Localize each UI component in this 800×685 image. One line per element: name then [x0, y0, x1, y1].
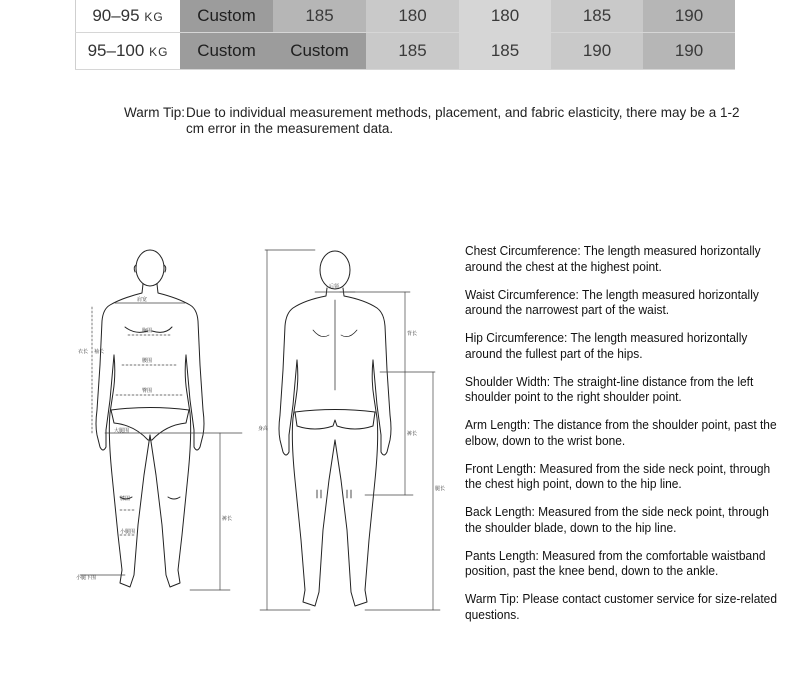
weight-cell: 90–95 KG [76, 0, 181, 33]
definition-pants-length: Pants Length: Measured from the comfortable waistband position, past the knee bend, down to the ankle. [465, 547, 766, 578]
measurement-definitions [465, 243, 777, 635]
definition-warm-tip: Warm Tip: Please contact customer service for size-related questions. [465, 591, 777, 622]
size-cell: 190 [643, 33, 735, 70]
label-chest: 胸围 [142, 328, 153, 334]
size-table [75, 0, 735, 70]
warm-tip-top [124, 105, 744, 137]
label-calf: 小腿围 [120, 529, 136, 535]
definition-front-length: Front Length: Measured from the side neck point, through the chest high point, down to the hip line. [465, 460, 771, 491]
definition-arm: Arm Length: The distance from the shoulder point, past the elbow, down to the wrist bone. [465, 417, 777, 448]
label-thigh: 大腿围 [114, 428, 130, 434]
back-body-figure [255, 240, 455, 625]
weight-cell: 95–100 KG [76, 33, 181, 70]
size-cell: Custom [180, 33, 273, 70]
label-length: 衣长 [78, 349, 89, 355]
size-cell: 185 [366, 33, 459, 70]
label-height: 身高 [258, 426, 269, 432]
warm-tip-lead: Warm Tip: [124, 105, 186, 120]
table-row [76, 33, 736, 70]
definition-hip: Hip Circumference: The length measured horizontally around the fullest part of the hips. [465, 330, 748, 361]
label-sleeve: 袖长 [94, 349, 105, 355]
size-cell: 185 [273, 0, 366, 33]
warm-tip-text: Due to individual measurement methods, placement, and fabric elasticity, there may be a 1-2 cm error in the measurement data. [186, 105, 740, 136]
definition-back-length: Back Length: Measured from the side neck point, through the shoulder blade, down to the hip line. [465, 504, 769, 535]
label-knee: 膝围 [120, 496, 131, 502]
definition-shoulder: Shoulder Width: The straight-line distance from the left shoulder point to the right shoulder point. [465, 373, 754, 404]
label-back-length: 背长 [407, 331, 418, 337]
label-back-neck: 后领 [329, 284, 340, 290]
label-leg-length: 腿长 [435, 486, 446, 492]
label-shoulder-width: 肩宽 [137, 297, 148, 303]
size-cell: Custom [273, 33, 366, 70]
label-back-pants: 裤长 [407, 431, 418, 437]
label-lower-calf: 小腿下围 [76, 575, 97, 581]
size-cell: 180 [366, 0, 459, 33]
label-waist: 腰围 [142, 358, 153, 364]
size-cell: 190 [643, 0, 735, 33]
size-cell: Custom [180, 0, 273, 33]
table-row [76, 0, 736, 33]
definition-chest: Chest Circumference: The length measured horizontally around the chest at the highest point. [465, 243, 761, 274]
size-cell: 185 [459, 33, 551, 70]
label-hip: 臀围 [142, 388, 153, 394]
size-cell: 180 [459, 0, 551, 33]
definition-waist: Waist Circumference: The length measured horizontally around the narrowest part of the waist. [465, 286, 759, 317]
front-body-figure [70, 235, 250, 625]
size-cell: 185 [551, 0, 643, 33]
size-cell: 190 [551, 33, 643, 70]
label-pants: 裤长 [222, 516, 233, 522]
